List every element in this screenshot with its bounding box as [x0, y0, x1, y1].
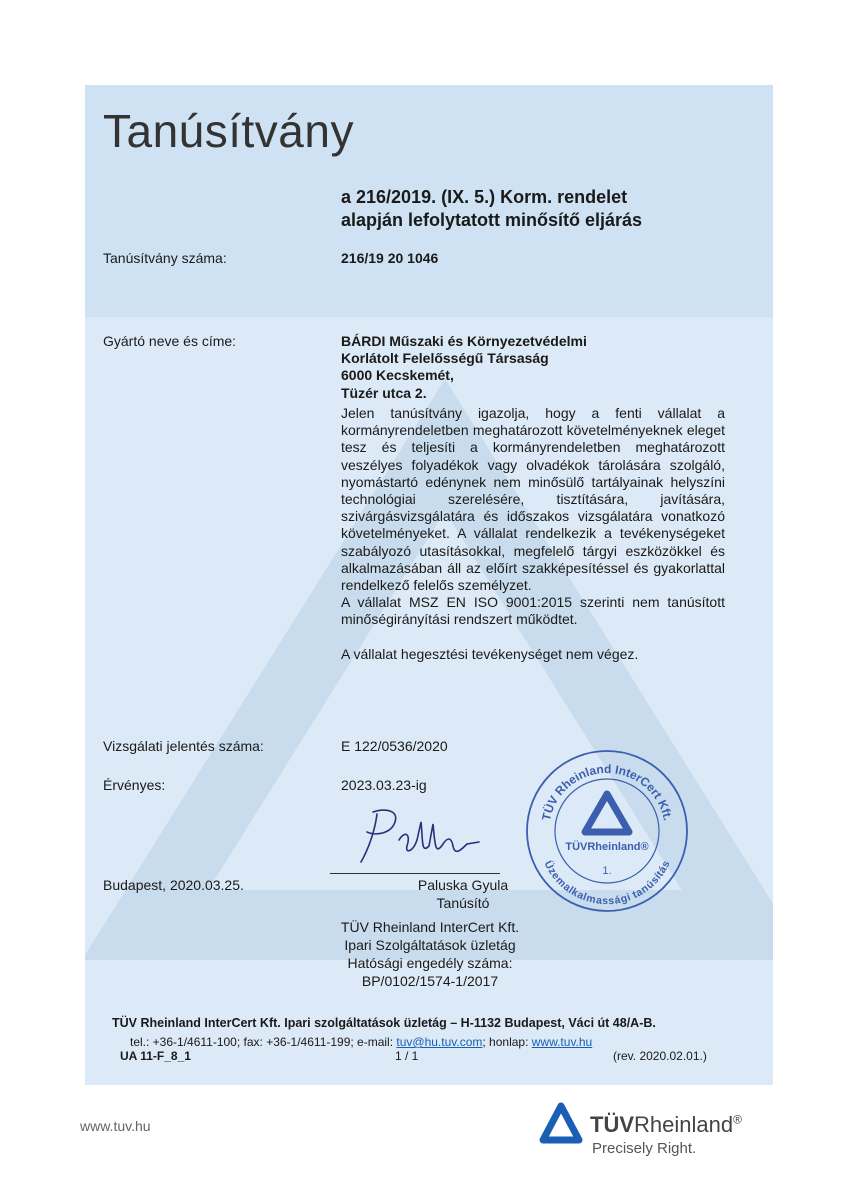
official-stamp — [524, 748, 690, 919]
manufacturer-address-line-1: 6000 Kecskemét, — [341, 367, 454, 384]
issuer-line-3: Hatósági engedély száma: — [347, 955, 513, 971]
issuer-block — [300, 918, 560, 990]
brand-name-bold: TÜV — [590, 1112, 634, 1137]
manufacturer-address-line-2: Tüzér utca 2. — [341, 384, 427, 401]
subtitle-line-1: a 216/2019. (IX. 5.) Korm. rendelet — [341, 187, 628, 207]
body-paragraph-2: A vállalat MSZ EN ISO 9001:2015 szerinti nem tanúsított minőségirányítási rendszert működtet. — [341, 594, 725, 628]
manufacturer-name-line-1: BÁRDI Műszaki és Környezetvédelmi — [341, 333, 587, 349]
contact-prefix: tel.: +36-1/4611-100; fax: +36-1/4611-199; e-mail: — [130, 1035, 397, 1049]
tuv-logo-icon — [538, 1100, 584, 1151]
validity-value: 2023.03.23-ig — [341, 777, 427, 793]
manufacturer-name-line-2: Korlátolt Felelősségű Társaság — [341, 350, 549, 367]
registered-mark: ® — [733, 1112, 742, 1127]
stamp-center-text: TÜVRheinland® — [565, 841, 649, 853]
manufacturer-block — [341, 333, 587, 402]
signatory-role: Tanúsító — [436, 895, 490, 911]
issuer-line-4: BP/0102/1574-1/2017 — [361, 973, 499, 989]
brand-name — [590, 1112, 742, 1138]
subtitle-line-2: alapján lefolytatott minősítő eljárás — [341, 210, 643, 230]
brand-name-regular: Rheinland — [634, 1112, 734, 1137]
stamp-number: 1. — [602, 865, 612, 877]
contact-middle: ; honlap: — [482, 1035, 532, 1049]
issuer-line-2: Ipari Szolgáltatások üzletág — [344, 937, 516, 953]
page-title: Tanúsítvány — [103, 105, 354, 157]
certificate-body — [341, 405, 725, 663]
signatory — [400, 876, 526, 912]
signatory-name: Paluska Gyula — [417, 877, 509, 893]
page-number: 1 / 1 — [395, 1049, 419, 1063]
footer-contact — [130, 1035, 592, 1049]
website-link[interactable]: www.tuv.hu — [531, 1035, 593, 1049]
stamp-triangle-icon — [585, 794, 629, 832]
regulation-subtitle — [341, 186, 741, 232]
revision: (rev. 2020.02.01.) — [613, 1049, 707, 1063]
issuer-line-1: TÜV Rheinland InterCert Kft. — [340, 919, 520, 935]
certificate-number-label: Tanúsítvány száma: — [103, 250, 227, 266]
stamp-top-text: TÜV Rheinland InterCert Kft. — [539, 761, 675, 822]
manufacturer-label: Gyártó neve és címe: — [103, 333, 237, 349]
certificate-number-value: 216/19 20 1046 — [341, 250, 439, 266]
form-code: UA 11-F_8_1 — [120, 1049, 191, 1063]
email-link[interactable]: tuv@hu.tuv.com — [396, 1035, 483, 1049]
signature-line — [330, 873, 500, 874]
brand-tagline: Precisely Right. — [592, 1140, 697, 1157]
report-number-label: Vizsgálati jelentés száma: — [103, 738, 264, 754]
signature-image — [355, 800, 485, 875]
validity-label: Érvényes: — [103, 777, 166, 793]
body-paragraph-3: A vállalat hegesztési tevékenységet nem végez. — [341, 645, 639, 662]
report-number-value: E 122/0536/2020 — [341, 738, 448, 754]
stamp-bottom-text: Üzemalkalmassági tanúsítás — [541, 858, 673, 908]
brand-url[interactable]: www.tuv.hu — [80, 1118, 151, 1134]
place-and-date: Budapest, 2020.03.25. — [103, 877, 244, 893]
footer-address: TÜV Rheinland InterCert Kft. Ipari szolgáltatások üzletág – H-1132 Budapest, Váci út 48/A-B. — [112, 1016, 656, 1030]
body-paragraph-1: Jelen tanúsítvány igazolja, hogy a fenti vállalat a kormányrendeletben meghatározott követelményeknek eleget tesz és teljesíti a kormányrendeletben meghatározott veszélyes folyadékok vagy olvadékok tárolására szolgáló, nyomástartó edénynek nem minősülő tartályainak helyszíni technológiai szerelésére, tisztítására, javítására, szivárgásvizsgálatára és időszakos vizsgálatára vonatkozó követelményeket. A vállalat rendelkezik a tevékenységeket szabályozó utasításokkal, megfelelő tárgyi eszközökkel és alkalmazásában áll az előírt szakképesítéssel és gyakorlattal rendelkező felelős személyzet. — [341, 405, 725, 594]
